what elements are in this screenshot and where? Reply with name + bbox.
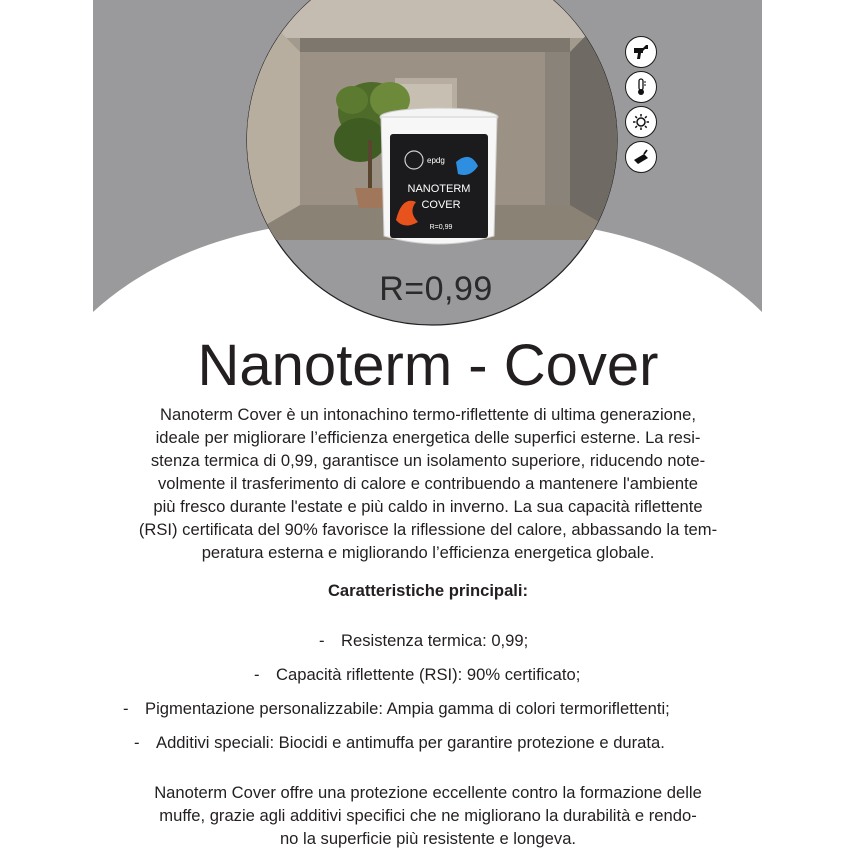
feature-item [123,696,670,730]
hero-banner [0,0,856,330]
sun-gear-icon [625,106,657,138]
svg-text:epdg: epdg [427,156,445,165]
bullet-dash: - [123,699,129,718]
feature-text: Resistenza termica: 0,99; [341,631,529,650]
description-line: peratura esterna e migliorando l’efficienza energetica globale. [201,543,655,562]
page-title: Nanoterm - Cover [197,333,659,398]
feature-text: Capacità riflettente (RSI): 90% certificato; [276,665,581,684]
bullet-dash: - [254,665,260,684]
description-line: Nanoterm Cover è un intonachino termo-riflettente di ultima generazione, [160,405,696,424]
description-line: ideale per migliorare l’efficienza energetica delle superfici esterne. La resi- [155,428,701,447]
feature-text: Pigmentazione personalizzabile: Ampia gamma di colori termoriflettenti; [145,699,670,718]
thermometer-icon [625,71,657,103]
feature-text: Additivi speciali: Biocidi e antimuffa per garantire protezione e durata. [156,733,665,752]
svg-text:NANOTERM: NANOTERM [407,183,471,195]
closing-line: muffe, grazie agli additivi specifici che ne migliorano la durabilità e rendo- [159,806,697,825]
product-bucket [380,108,498,244]
feature-item [319,628,528,662]
product-description [120,403,736,564]
description-line: volmente il trasferimento di calore e contribuendo a mantenere l'ambiente [158,474,698,493]
description-line: più fresco durante l'estate e più caldo in inverno. La sua capacità riflettente [153,497,703,516]
closing-line: Nanoterm Cover offre una protezione eccellente contro la formazione delle [154,783,702,802]
feature-item [134,730,665,764]
description-line: stenza termica di 0,99, garantisce un isolamento superiore, riducendo note- [150,451,706,470]
trowel-icon [625,141,657,173]
application-icons [625,36,663,176]
bullet-dash: - [134,733,140,752]
bullet-dash: - [319,631,325,650]
r-value-label: R=0,99 [379,270,493,308]
features-heading: Caratteristiche principali: [327,581,529,600]
description-line: (RSI) certificata del 90% favorisce la riflessione del calore, abbassando la tem- [138,520,718,539]
spray-gun-icon [625,36,657,68]
feature-item [254,662,580,696]
closing-paragraph [120,781,736,850]
closing-line: no la superficie più resistente e longeva. [279,829,577,848]
svg-text:COVER: COVER [421,199,461,211]
svg-text:R=0,99: R=0,99 [429,224,453,231]
